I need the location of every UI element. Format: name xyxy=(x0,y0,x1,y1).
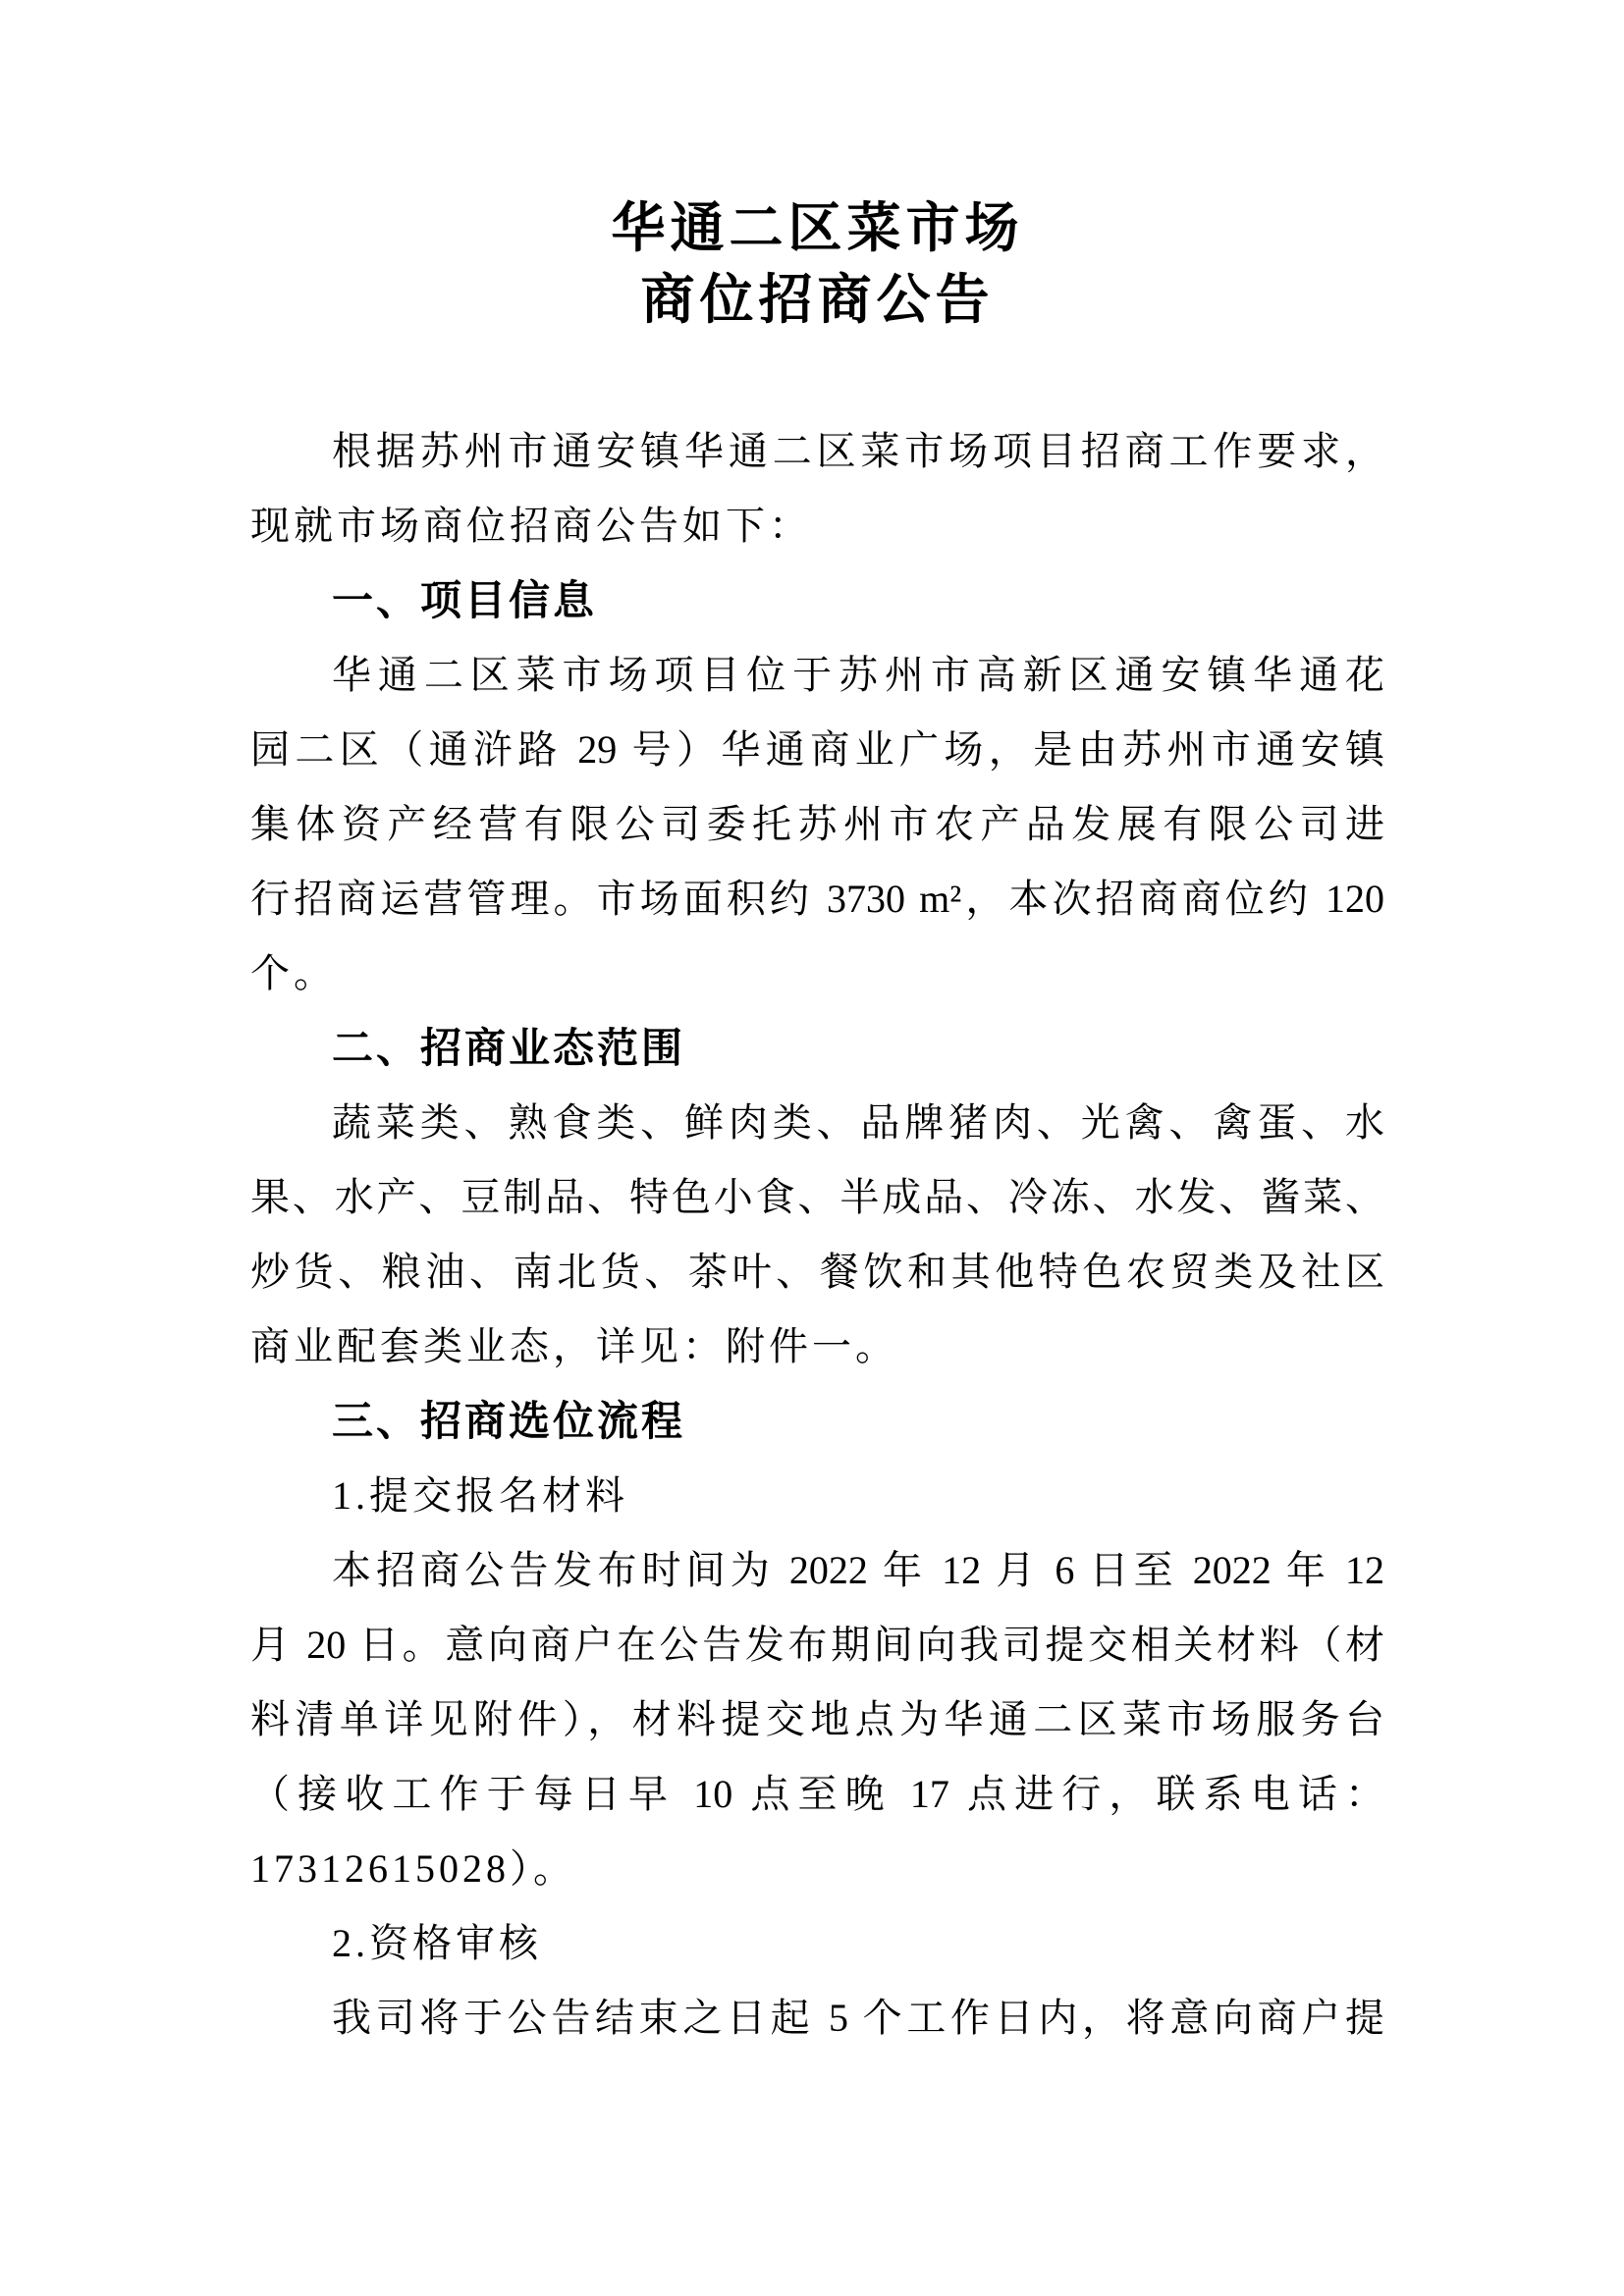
text-line: 我司将于公告结束之日起 5 个工作日内，将意向商户提 xyxy=(332,1996,1384,2040)
document-body xyxy=(250,414,1384,2056)
text-line: 2.资格审核 xyxy=(332,1921,542,1965)
text-line: 料清单详见附件），材料提交地点为华通二区菜市场服务台 xyxy=(250,1697,1384,1741)
document-title xyxy=(250,192,1384,336)
document-content xyxy=(250,192,1384,2056)
text-line: 园二区（通浒路 29 号）华通商业广场，是由苏州市通安镇 xyxy=(250,727,1384,772)
document-title-line2: 商位招商公告 xyxy=(640,270,995,330)
section-heading: 二、招商业态范围 xyxy=(332,1025,686,1071)
text-line: 炒货、粮油、南北货、茶叶、餐饮和其他特色农贸类及社区 xyxy=(250,1250,1384,1294)
section-heading: 三、招商选位流程 xyxy=(332,1398,686,1444)
text-line: 现就市场商位招商公告如下： xyxy=(250,504,812,548)
text-line: 月 20 日。意向商户在公告发布期间向我司提交相关材料（材 xyxy=(250,1623,1384,1667)
text-line: 果、水产、豆制品、特色小食、半成品、冷冻、水发、酱菜、 xyxy=(250,1175,1384,1219)
text-line: 蔬菜类、熟食类、鲜肉类、品牌猪肉、光禽、禽蛋、水 xyxy=(332,1100,1384,1145)
section-heading: 一、项目信息 xyxy=(332,577,598,623)
text-line: 行招商运营管理。市场面积约 3730 m²，本次招商商位约 120 xyxy=(250,877,1384,921)
text-line: 根据苏州市通安镇华通二区菜市场项目招商工作要求， xyxy=(332,429,1384,473)
text-line: 本招商公告发布时间为 2022 年 12 月 6 日至 2022 年 12 xyxy=(332,1548,1384,1592)
text-line: （接收工作于每日早 10 点至晚 17 点进行，联系电话： xyxy=(250,1772,1384,1816)
text-line: 1.提交报名材料 xyxy=(332,1473,628,1518)
text-line: 个。 xyxy=(250,951,337,995)
text-line: 集体资产经营有限公司委托苏州市农产品发展有限公司进 xyxy=(250,802,1384,846)
text-line: 17312615028）。 xyxy=(250,1846,576,1891)
text-line: 商业配套类业态，详见：附件一。 xyxy=(250,1324,898,1368)
text-line: 华通二区菜市场项目位于苏州市高新区通安镇华通花 xyxy=(332,653,1384,697)
document-title-line1: 华通二区菜市场 xyxy=(611,198,1024,258)
